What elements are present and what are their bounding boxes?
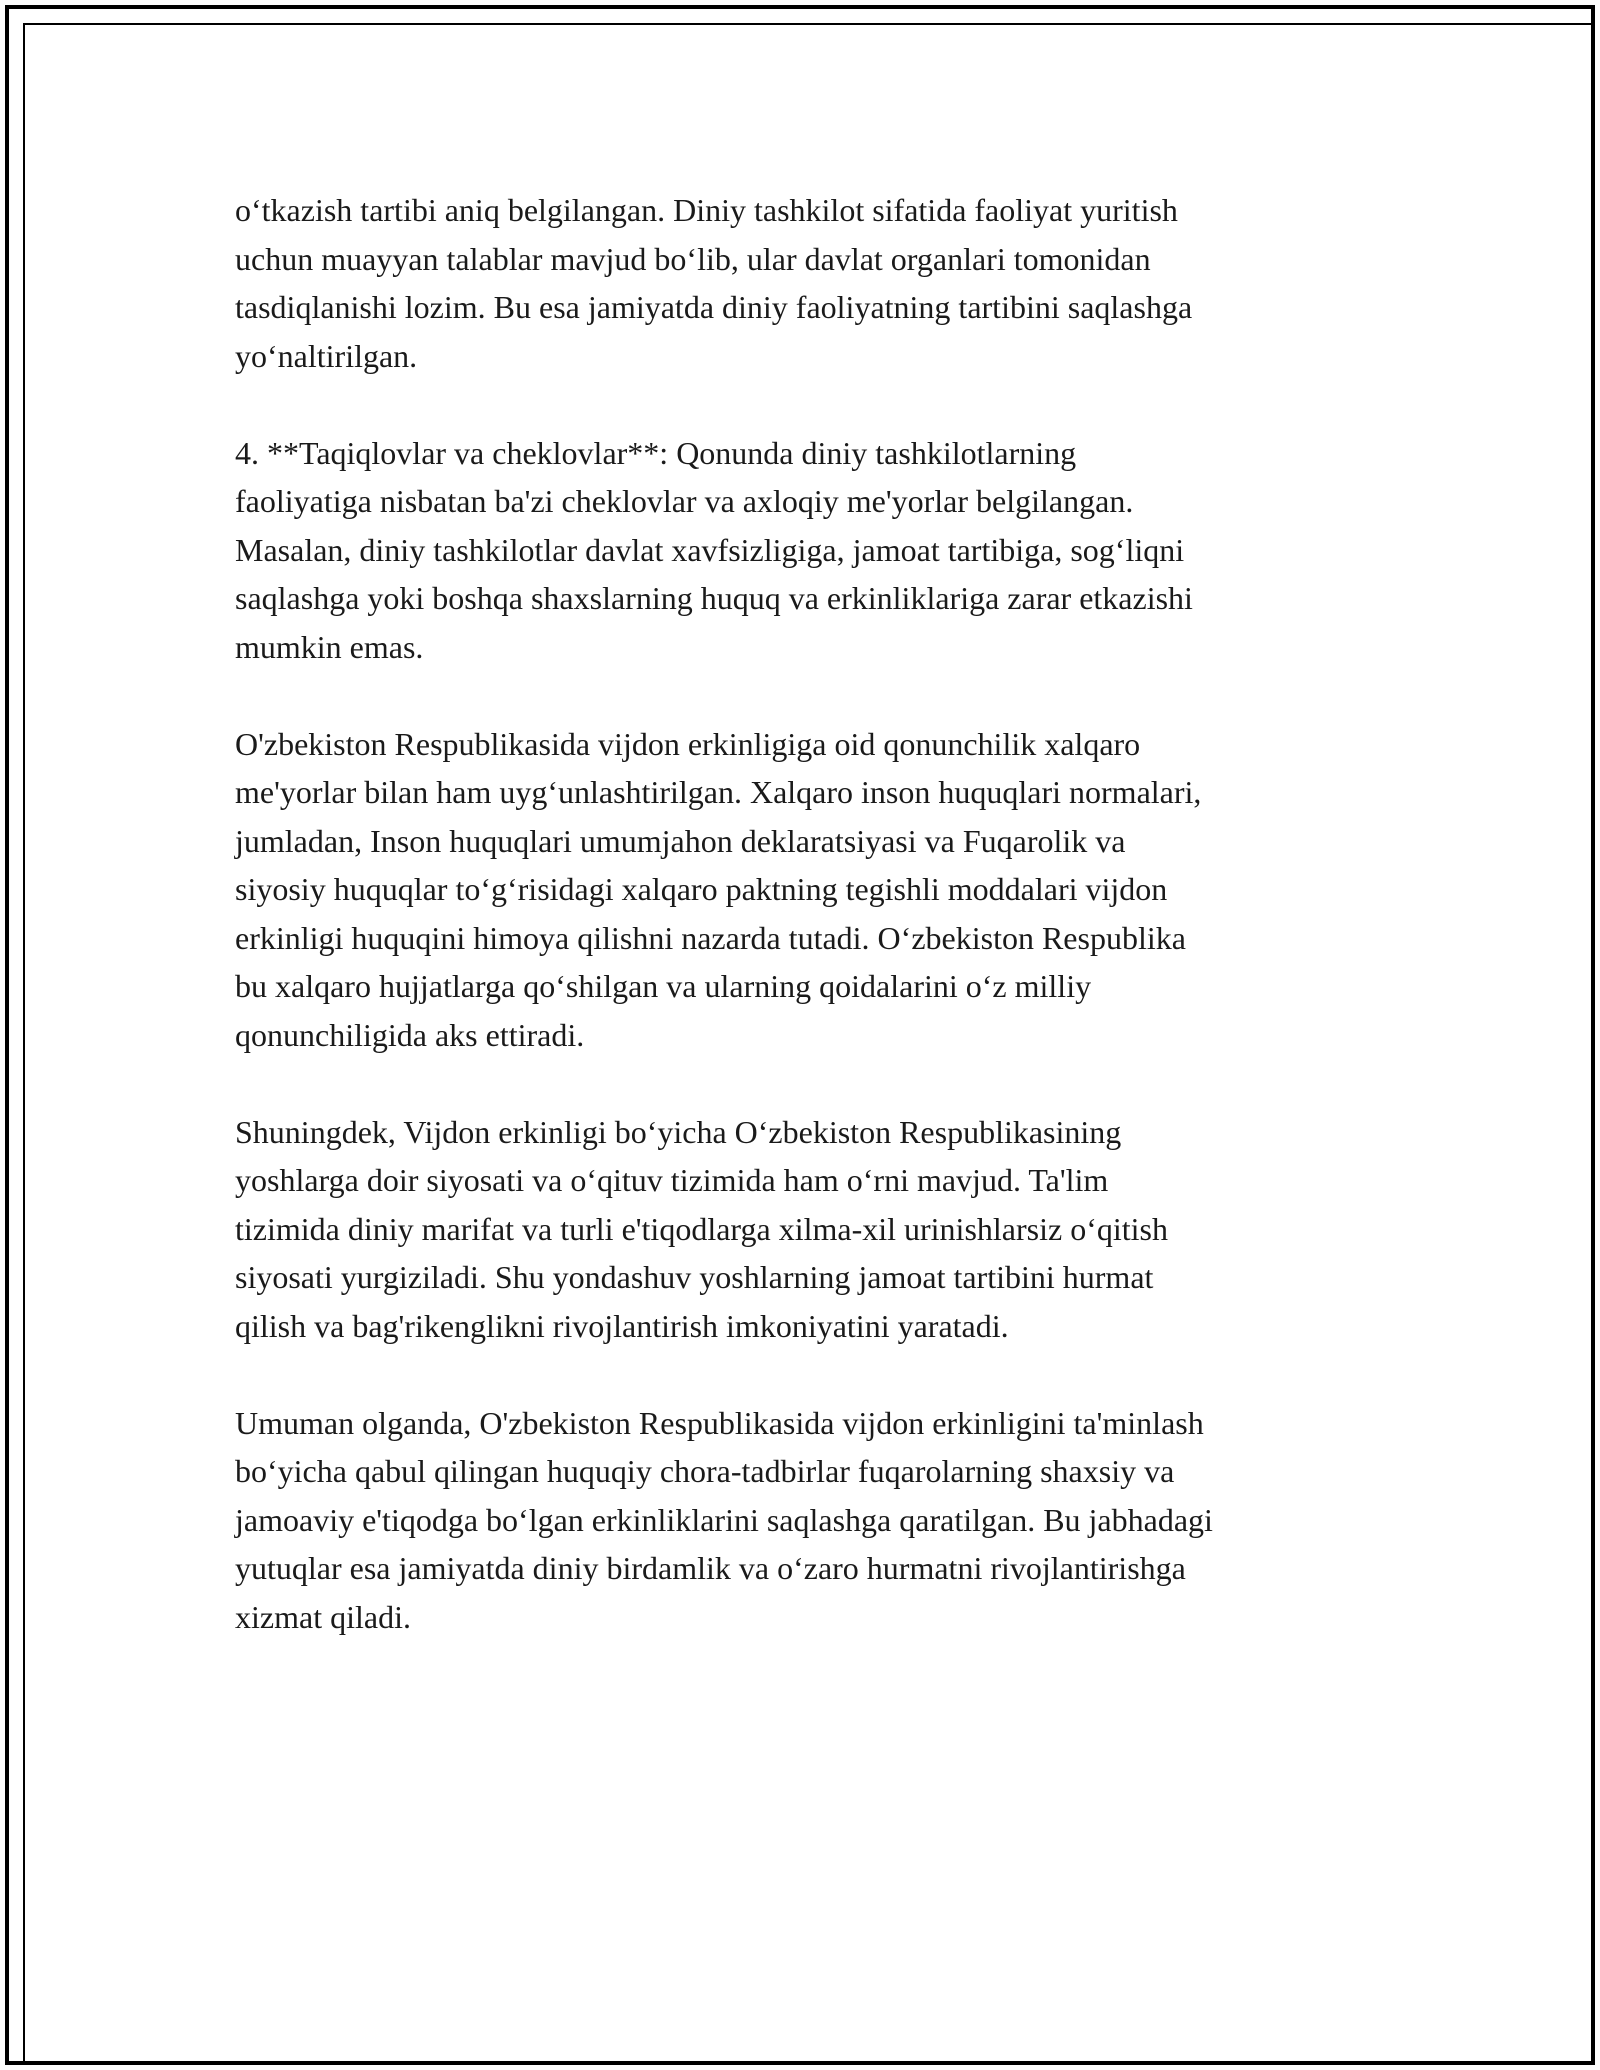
paragraph-youth-policy: Shuningdek, Vijdon erkinligi bo‘yicha O‘zbekiston Respublikasining yoshlarga doir siyosati va o‘qituv tizimida ham o‘rni mavjud. Ta'lim tizimida diniy marifat va turli e'tiqodlarga xilma-xil urinishlarsiz o‘qitish siyosati yurgiziladi. Shu yondashuv yoshlarning jamoat tartibini hurmat qilish va bag'rikenglikni rivojlantirish imkoniyatini yaratadi. <box>235 1113 1168 1344</box>
paragraph-prohibitions: 4. **Taqiqlovlar va cheklovlar**: Qonunda diniy tashkilotlarning faoliyatiga nisbatan ba'zi cheklovlar va axloqiy me'yorlar belgilangan. Masalan, diniy tashkilotlar davlat xavfsizligiga, jamoat tartibiga, sog‘liqni saqlashga yoki boshqa shaxslarning huquq va erkinliklariga zarar etkazishi mumkin emas. <box>235 434 1193 665</box>
document-body <box>235 186 1385 1690</box>
paragraph-international-norms: O'zbekiston Respublikasida vijdon erkinligiga oid qonunchilik xalqaro me'yorlar bilan ham uyg‘unlashtirilgan. Xalqaro inson huquqlari normalari, jumladan, Inson huquqlari umumjahon deklaratsiyasi va Fuqarolik va siyosiy huquqlar to‘g‘risidagi xalqaro paktning tegishli moddalari vijdon erkinligi huquqini himoya qilishni nazarda tutadi. O‘zbekiston Respublika bu xalqaro hujjatlarga qo‘shilgan va ularning qoidalarini o‘z milliy qonunchiligida aks ettiradi. <box>235 725 1202 1053</box>
paragraph-conclusion: Umuman olganda, O'zbekiston Respublikasida vijdon erkinligini ta'minlash bo‘yicha qabul qilingan huquqiy chora-tadbirlar fuqarolarning shaxsiy va jamoaviy e'tiqodga bo‘lgan erkinliklarini saqlashga qaratilgan. Bu jabhadagi yutuqlar esa jamiyatda diniy birdamlik va o‘zaro hurmatni rivojlantirishga xizmat qiladi. <box>235 1404 1213 1635</box>
paragraph-registration-order: o‘tkazish tartibi aniq belgilangan. Diniy tashkilot sifatida faoliyat yuritish uchun muayyan talablar mavjud bo‘lib, ular davlat organlari tomonidan tasdiqlanishi lozim. Bu esa jamiyatda diniy faoliyatning tartibini saqlashga yo‘naltirilgan. <box>235 192 1193 374</box>
